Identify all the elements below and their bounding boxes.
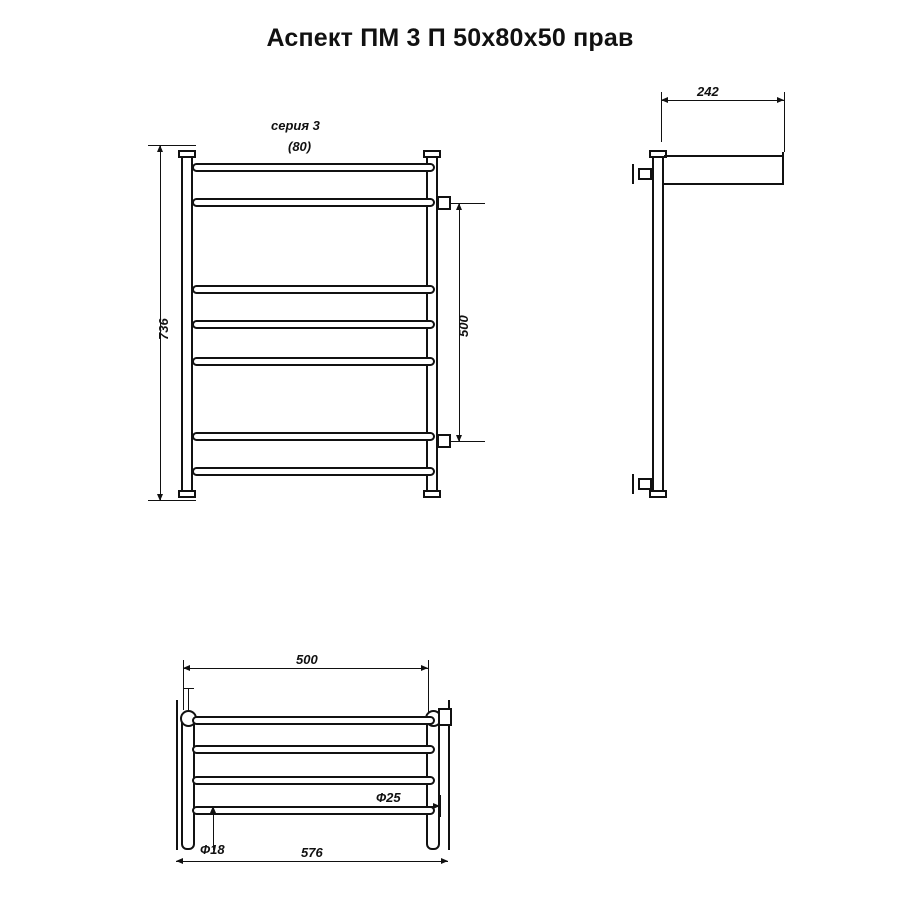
side-upper-connector-flange <box>632 164 634 184</box>
front-height-arrow-top <box>157 145 163 152</box>
top-inner-width-dim-line <box>183 668 428 669</box>
side-lower-connector-flange <box>632 474 634 494</box>
top-outer-arrow-right <box>441 858 448 864</box>
front-rung-7 <box>192 467 435 476</box>
front-connector-arrow-bottom <box>456 435 462 442</box>
front-rung-1 <box>192 163 435 172</box>
front-connector-arrow-top <box>456 203 462 210</box>
side-arm-top-line <box>664 155 784 157</box>
side-arm-bottom-line <box>664 183 784 185</box>
top-d25-arrow <box>433 803 440 809</box>
front-rung-2 <box>192 198 435 207</box>
front-ext-line-top <box>148 145 196 146</box>
top-connector <box>438 708 452 726</box>
front-lower-connector <box>437 434 451 448</box>
side-lower-connector <box>638 478 652 490</box>
top-frame-left-edge <box>176 700 178 850</box>
front-rung-5 <box>192 357 435 366</box>
top-outer-width-label: 576 <box>301 845 323 860</box>
front-height-label: 736 <box>156 318 171 340</box>
side-post <box>652 150 664 498</box>
side-depth-dim-line <box>661 100 784 101</box>
front-left-post-bottom-cap <box>178 490 196 498</box>
front-rung-6 <box>192 432 435 441</box>
series-sub-label: (80) <box>288 139 312 154</box>
top-left-detail-cap <box>184 688 194 689</box>
top-ext-line-right-500 <box>428 660 429 715</box>
top-outer-width-dim-line <box>176 861 448 862</box>
page-title: Аспект ПМ 3 П 50х80х50 прав <box>266 24 634 52</box>
top-outer-arrow-left <box>176 858 183 864</box>
front-left-post-top-cap <box>178 150 196 158</box>
front-rung-4 <box>192 320 435 329</box>
side-arm-end-line <box>782 152 784 185</box>
top-rung-4 <box>192 806 435 815</box>
side-depth-label: 242 <box>697 84 719 99</box>
front-right-post-top-cap <box>423 150 441 158</box>
top-inner-width-label: 500 <box>296 652 318 667</box>
top-rung-3 <box>192 776 435 785</box>
top-d25-tick <box>440 795 441 817</box>
front-ext-line-bottom <box>148 500 196 501</box>
top-rung-2 <box>192 745 435 754</box>
front-upper-connector <box>437 196 451 210</box>
top-d25-label: Ф25 <box>376 790 401 805</box>
top-d18-arrow <box>210 806 216 813</box>
side-upper-connector <box>638 168 652 180</box>
side-depth-arrow-left <box>661 97 668 103</box>
top-d25-leader <box>378 806 440 807</box>
top-d18-label: Ф18 <box>200 842 225 857</box>
side-ext-line-right <box>784 92 785 152</box>
side-post-bottom-cap <box>649 490 667 498</box>
top-rung-1 <box>192 716 435 725</box>
side-depth-arrow-right <box>777 97 784 103</box>
top-inner-arrow-left <box>183 665 190 671</box>
top-inner-arrow-right <box>421 665 428 671</box>
front-height-arrow-bottom <box>157 494 163 501</box>
front-rung-3 <box>192 285 435 294</box>
top-left-detail-tick <box>188 688 189 712</box>
series-label: серия 3 <box>271 118 320 133</box>
front-right-post-bottom-cap <box>423 490 441 498</box>
front-connector-label: 500 <box>456 315 471 337</box>
